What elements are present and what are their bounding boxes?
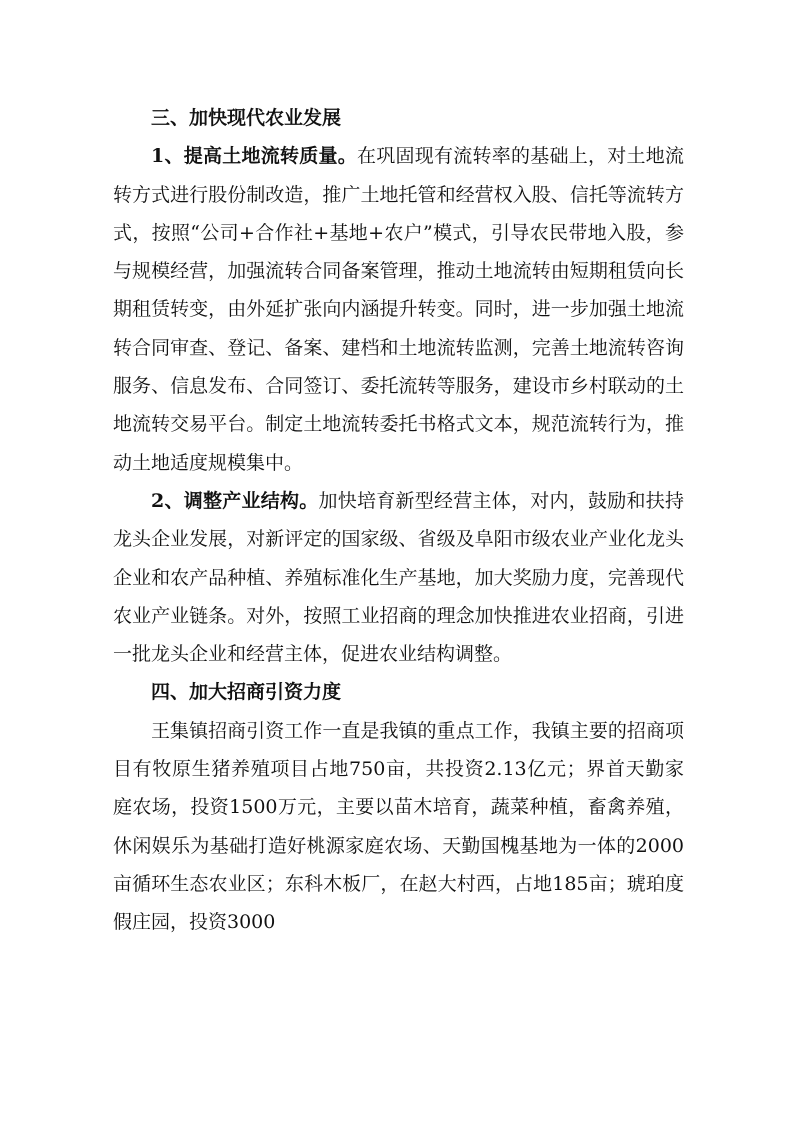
paragraph-body-land-transfer: 在巩固现有流转率的基础上，对土地流转方式进行股份制改造，推广土地托管和经营权入股、信托等流转方式，按照“公司+合作社+基地+农户”模式，引导农民带地入股，参与规模经营，加强流转合同备案管理，推动土地流转由短期租赁向长期租赁转变，由外延扩张向内涵提升转变。同时，进一步加强土地流转合同审查、登记、备案、建档和土地流转监测，完善土地流转咨询服务、信息发布、合同签订、委托流转等服务，建设市乡村联动的土地流转交易平台。制定土地流转委托书格式文本，规范流转行为，推动土地适度规模集中。 (113, 145, 684, 474)
paragraph-investment: 王集镇招商引资工作一直是我镇的重点工作，我镇主要的招商项目有牧原生猪养殖项目占地750亩，共投资2.13亿元；界首天勤家庭农场，投资1500万元，主要以苗木培育，蔬菜种植，畜禽养殖，休闲娱乐为基础打造好桃源家庭农场、天勤国槐基地为一体的2000亩循环生态农业区；东科木板厂，在赵大村西，占地185亩；琥珀度假庄园，投资3000 (113, 719, 684, 934)
section-heading-3: 三、加快现代农业发展 (151, 107, 342, 129)
paragraph-lead-industry-structure: 2、调整产业结构。 (151, 489, 319, 512)
paragraph-lead-land-transfer: 1、提高土地流转质量。 (151, 145, 357, 168)
section-heading-4: 四、加大招商引资力度 (151, 681, 342, 704)
paragraph-land-transfer (113, 137, 684, 482)
document-body (113, 99, 684, 942)
paragraph-industry-structure (113, 482, 684, 673)
paragraph-body-industry-structure: 加快培育新型经营主体，对内，鼓励和扶持龙头企业发展，对新评定的国家级、省级及阜阳市级农业产业化龙头企业和农产品种植、养殖标准化生产基地，加大奖励力度，完善现代农业产业链条。对外，按照工业招商的理念加快推进农业招商，引进一批龙头企业和经营主体，促进农业结构调整。 (113, 489, 684, 666)
